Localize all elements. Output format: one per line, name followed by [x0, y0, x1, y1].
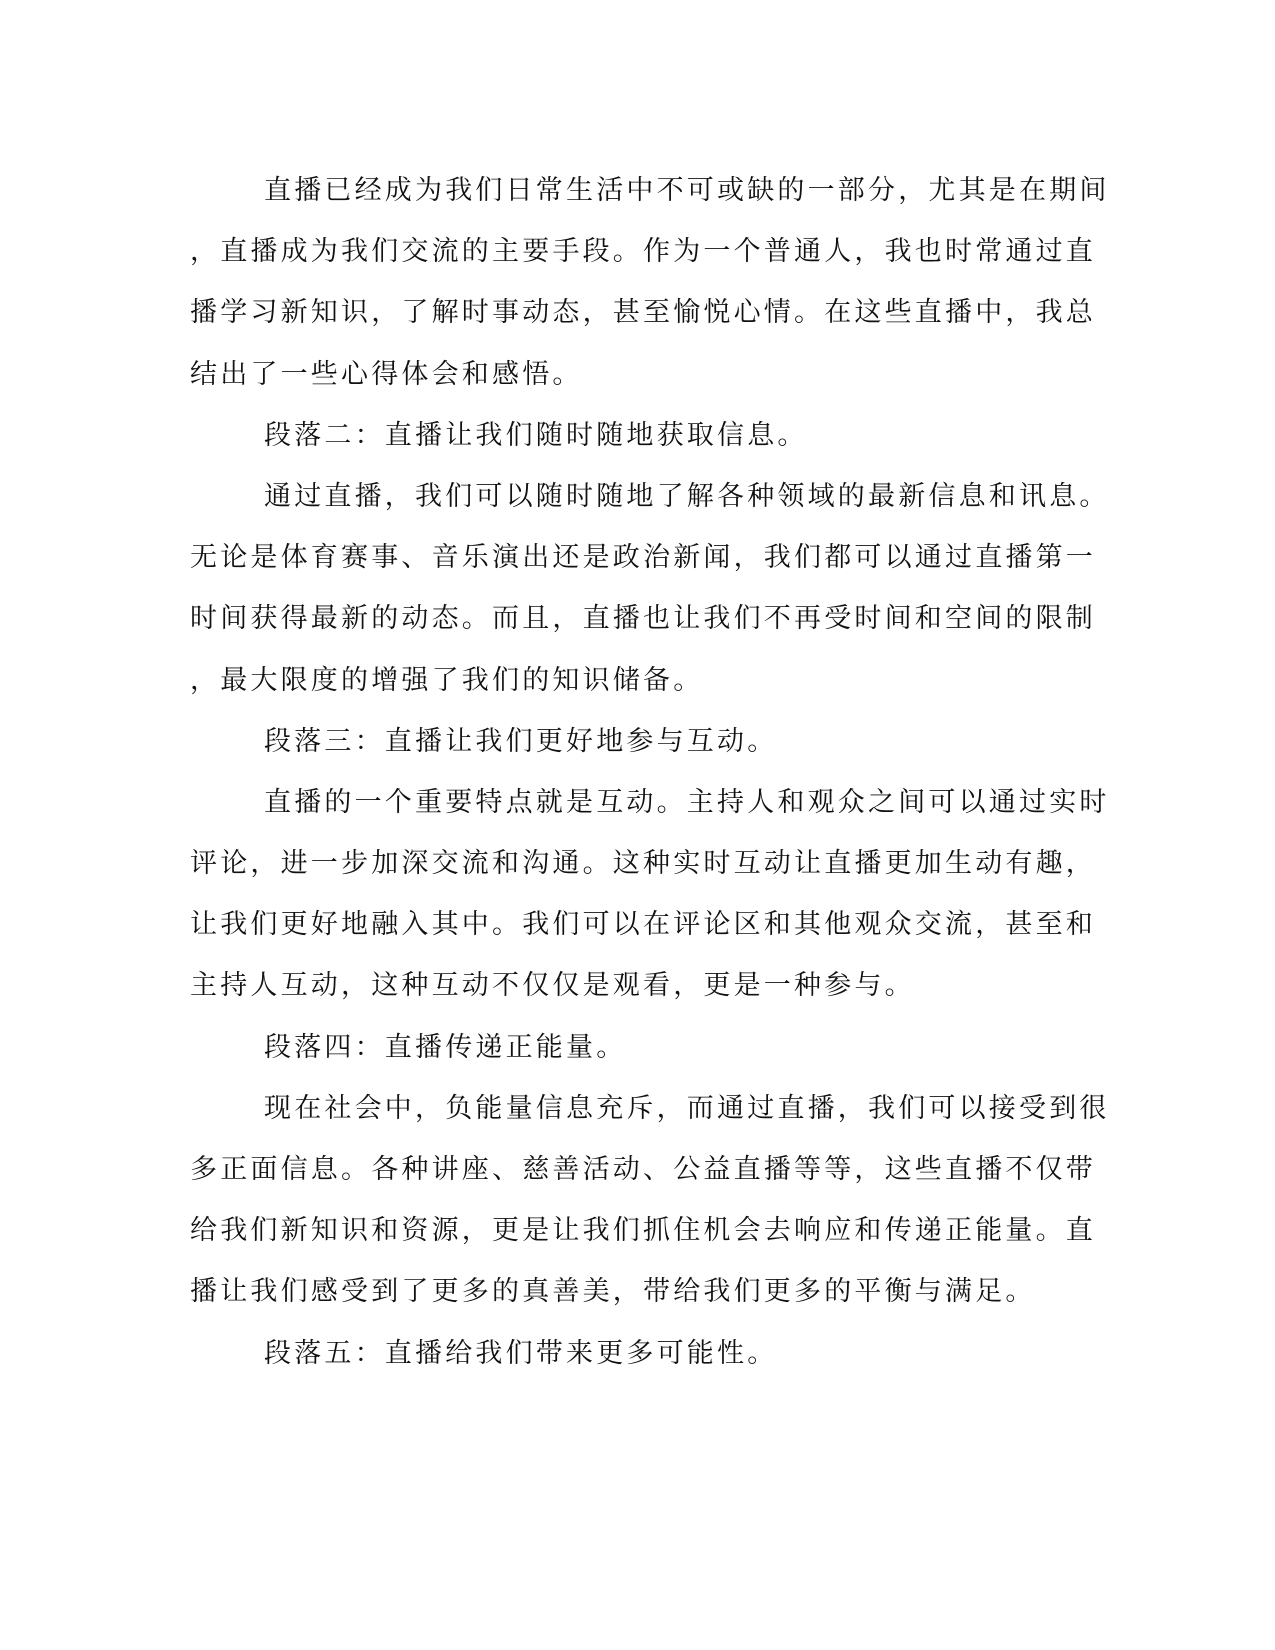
text-line: 段落五：直播给我们带来更多可能性。 [264, 1337, 778, 1369]
paragraph-body-4 [190, 1078, 1110, 1323]
text-line: 多正面信息。各种讲座、慈善活动、公益直播等等，这些直播不仅带 [190, 1154, 1096, 1185]
section-heading-5 [190, 1323, 1075, 1384]
text-line: 播学习新知识，了解时事动态，甚至愉悦心情。在这些直播中，我总 [190, 297, 1096, 329]
text-line: 结出了一些心得体会和感悟。 [190, 358, 583, 390]
text-line: 时间获得最新的动态。而且，直播也让我们不再受时间和空间的限制 [190, 603, 1096, 635]
text-line: 无论是体育赛事、音乐演出还是政治新闻，我们都可以通过直播第一 [190, 542, 1096, 574]
text-line: 直播的一个重要特点就是互动。主持人和观众之间可以通过实时 [264, 786, 1110, 818]
paragraph-body-3 [190, 772, 1110, 1017]
paragraph-intro [190, 160, 1110, 405]
text-line: 让我们更好地融入其中。我们可以在评论区和其他观众交流，甚至和 [190, 909, 1096, 941]
text-line: 段落三：直播让我们更好地参与互动。 [264, 725, 778, 757]
text-line: 通过直播，我们可以随时随地了解各种领域的最新信息和讯息。 [264, 480, 1110, 512]
section-heading-2 [190, 405, 1075, 466]
paragraph-body-2 [190, 466, 1110, 711]
text-line: 直播已经成为我们日常生活中不可或缺的一部分，尤其是在期间 [264, 175, 1110, 206]
text-line: 评论，进一步加深交流和沟通。这种实时互动让直播更加生动有趣， [190, 848, 1096, 880]
text-line: ，直播成为我们交流的主要手段。作为一个普通人，我也时常通过直 [190, 236, 1096, 268]
section-heading-3 [190, 711, 1075, 772]
text-line: 段落四：直播传递正能量。 [264, 1031, 627, 1063]
text-line: 段落二：直播让我们随时随地获取信息。 [264, 419, 808, 451]
text-line: 主持人互动，这种互动不仅仅是观看，更是一种参与。 [190, 970, 915, 1002]
section-heading-4 [190, 1017, 1075, 1078]
text-line: ，最大限度的增强了我们的知识储备。 [190, 664, 704, 696]
text-line: 给我们新知识和资源，更是让我们抓住机会去响应和传递正能量。直 [190, 1215, 1096, 1247]
text-line: 播让我们感受到了更多的真善美，带给我们更多的平衡与满足。 [190, 1276, 1036, 1308]
text-line: 现在社会中，负能量信息充斥，而通过直播，我们可以接受到很 [264, 1092, 1110, 1124]
document-page [190, 160, 1110, 1384]
